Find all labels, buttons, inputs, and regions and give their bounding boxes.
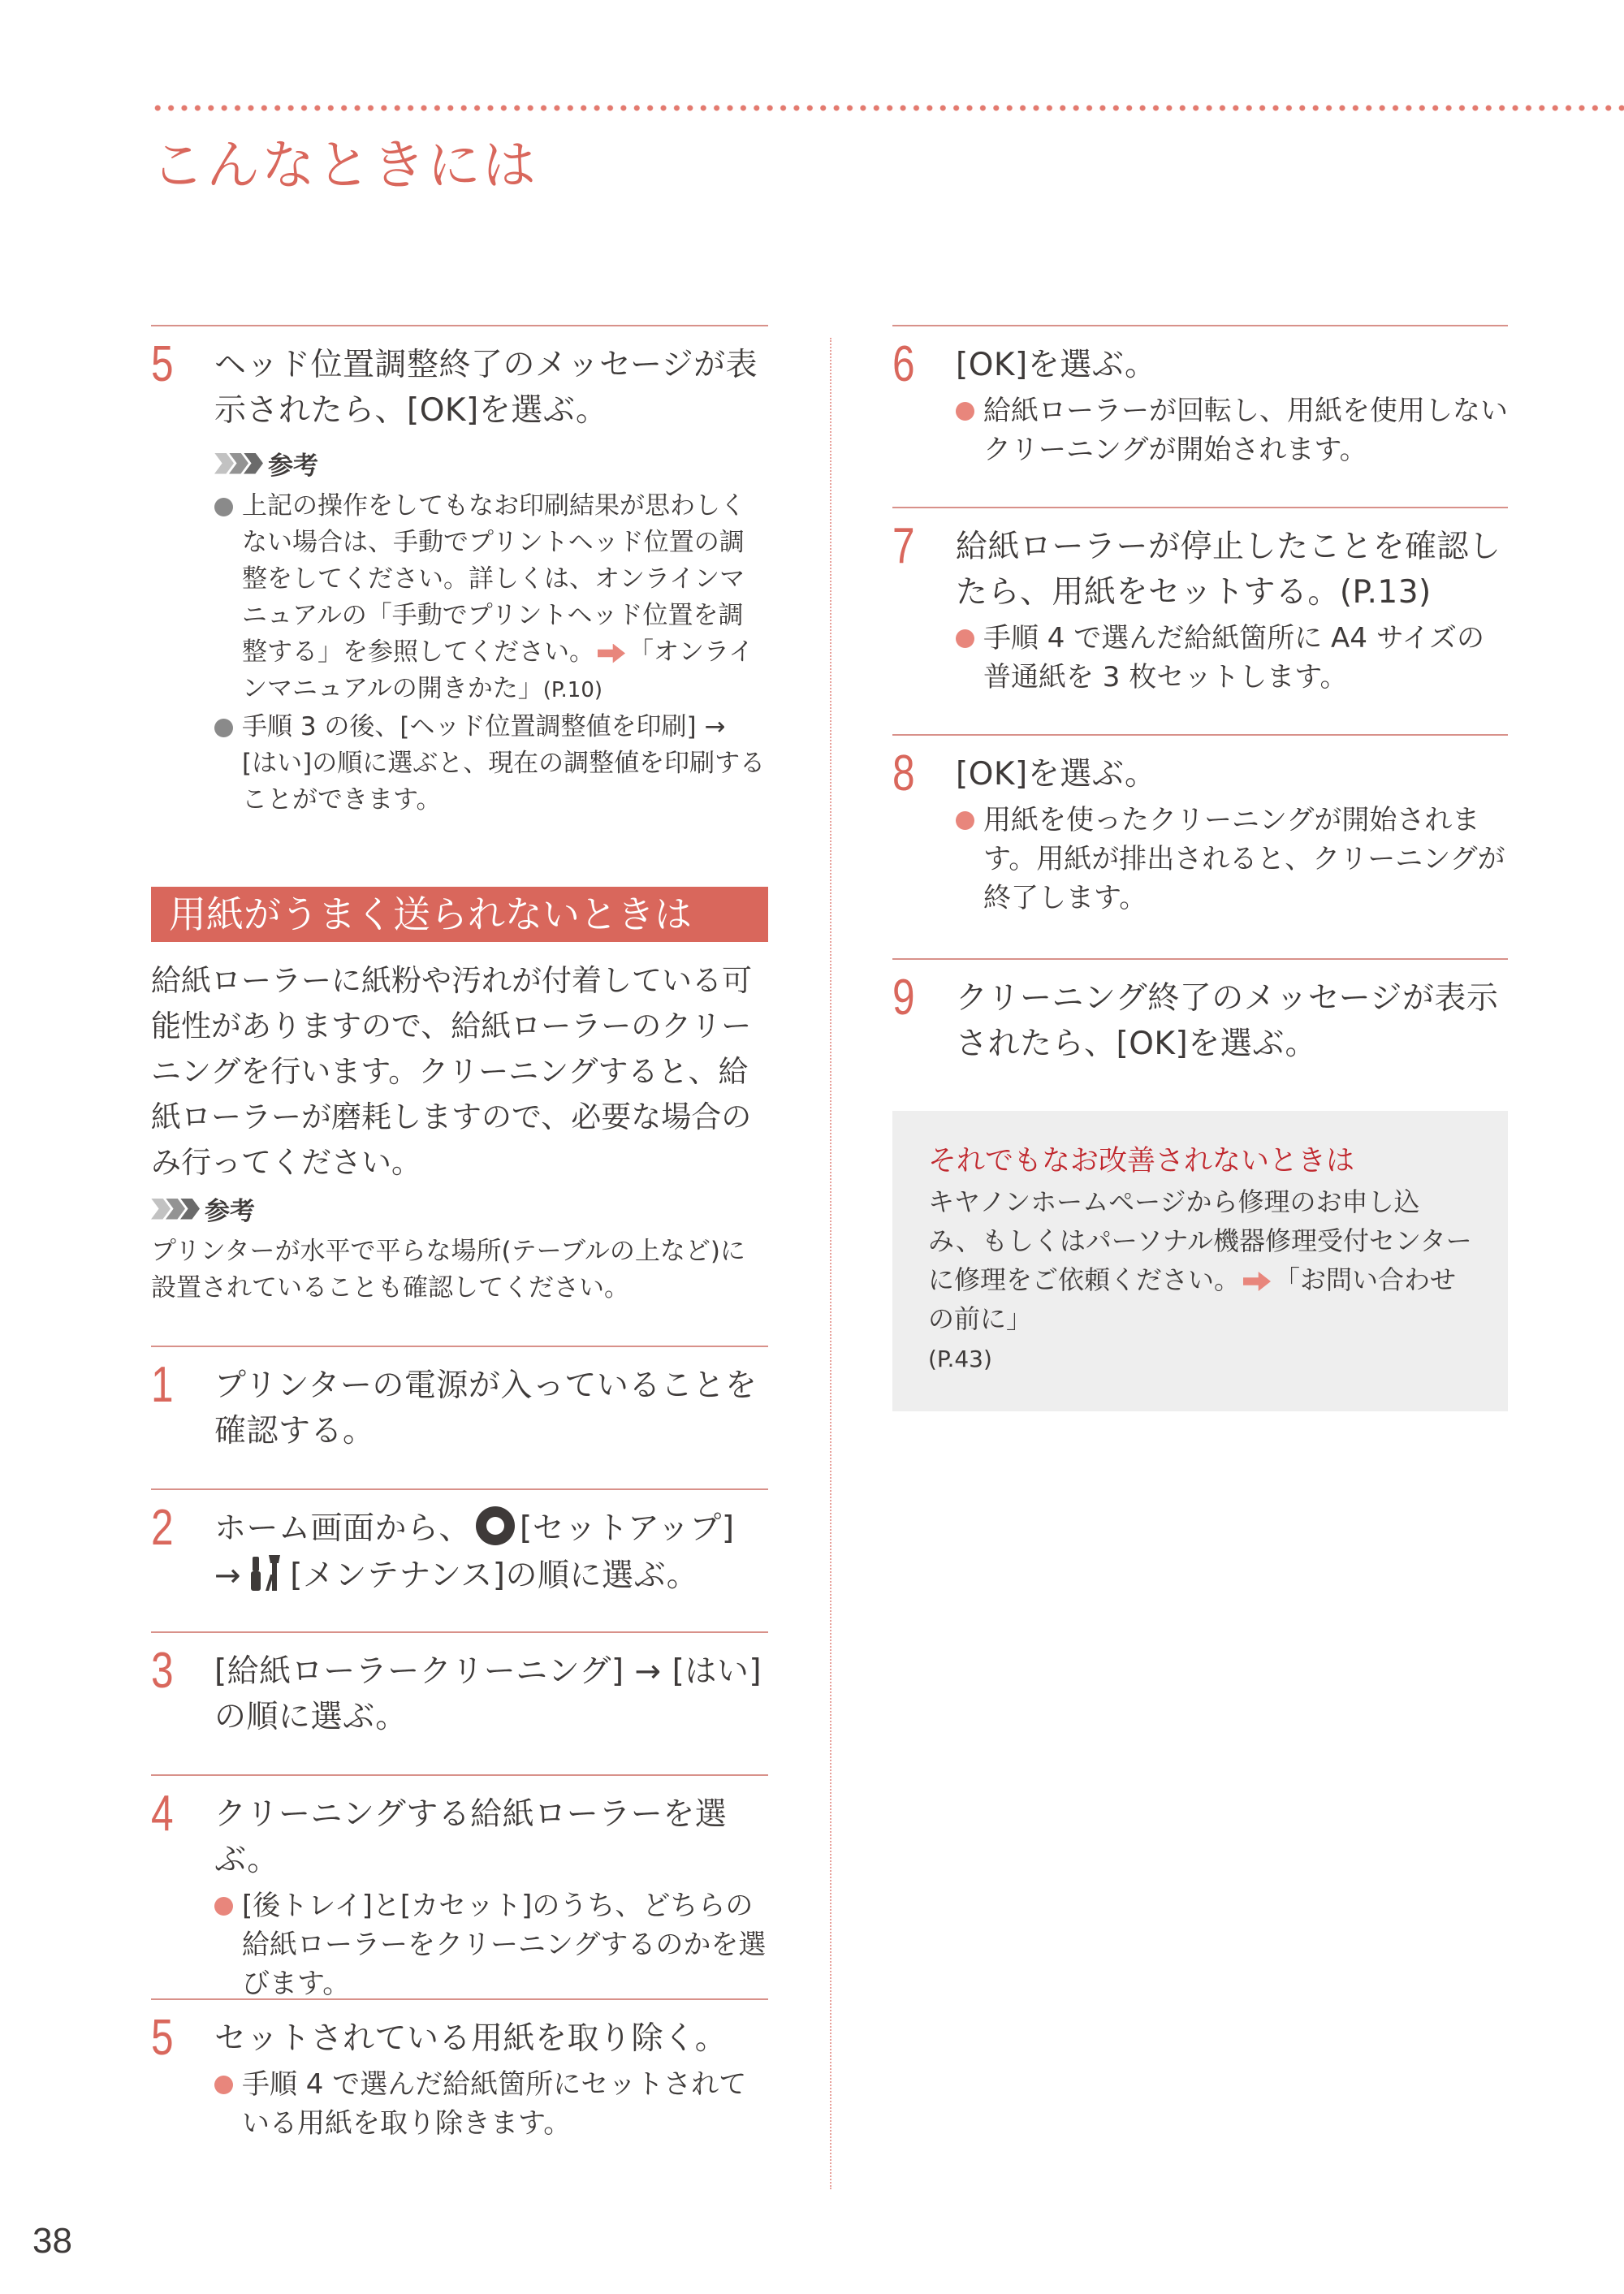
step-number: 9 bbox=[892, 970, 915, 1026]
column-divider bbox=[830, 338, 831, 2189]
contact-link[interactable]: 「お問い合わせの前に」 bbox=[928, 1264, 1457, 1334]
step-bullet: [後トレイ]と[カセット]のうち、どちらの給紙ローラーをクリーニングするのかを選びます。 bbox=[214, 1886, 768, 2003]
reference-note: 上記の操作をしてもなお印刷結果が思わしくない場合は、手動でプリントヘッド位置の調整をしてください。詳しくは、オンラインマニュアルの「手動でプリントヘッド位置を調整する」を参照してください。 「オンラインマニュアルの開きかた」(P.10) bbox=[214, 488, 768, 709]
section-heading: 用紙がうまく送られないときは bbox=[151, 887, 768, 942]
step-title: [OK]を選ぶ。 bbox=[956, 756, 1157, 793]
step-bullet: 手順 4 で選んだ給紙箇所にセットされている用紙を取り除きます。 bbox=[214, 2065, 768, 2143]
step-bullets bbox=[956, 801, 1508, 918]
reference-chevron-icon bbox=[214, 453, 258, 474]
section-intro: 給紙ローラーに紙粉や汚れが付着している可能性がありますので、給紙ローラーのクリーニングを行います。クリーニングすると、給紙ローラーが磨耗しますので、必要な場合のみ行ってください。 bbox=[151, 963, 752, 1180]
step-5-head-alignment bbox=[151, 325, 768, 887]
step-title: [給紙ローラークリーニング] → [はい]の順に選ぶ。 bbox=[214, 1653, 762, 1735]
step-4 bbox=[151, 1774, 768, 1998]
step-bullets bbox=[956, 619, 1508, 697]
step-title: クリーニングする給紙ローラーを選ぶ。 bbox=[214, 1796, 728, 1878]
reference-chevron-icon bbox=[151, 1199, 195, 1220]
gear-icon bbox=[476, 1506, 515, 1545]
step-5-remove-paper bbox=[151, 1998, 768, 2162]
step-number: 7 bbox=[892, 518, 915, 574]
step-title: ヘッド位置調整終了のメッセージが表示されたら、[OK]を選ぶ。 bbox=[214, 347, 758, 429]
reference-block bbox=[214, 445, 768, 819]
step-number: 4 bbox=[151, 1786, 174, 1842]
step-bullet: 給紙ローラーが回転し、用紙を使用しないクリーニングが開始されます。 bbox=[956, 391, 1508, 469]
link-arrow-icon bbox=[598, 644, 625, 663]
step-bullets bbox=[214, 1886, 768, 2003]
step-number: 5 bbox=[151, 336, 174, 392]
page-number: 38 bbox=[32, 2221, 72, 2261]
step-8 bbox=[892, 734, 1508, 958]
step-number: 2 bbox=[151, 1500, 174, 1556]
paper-feed-section bbox=[151, 887, 768, 1307]
step-2 bbox=[151, 1488, 768, 1631]
info-title: それでもなお改善されないときは bbox=[928, 1145, 1355, 1177]
link-arrow-icon bbox=[1243, 1272, 1271, 1291]
step-bullet: 用紙を使ったクリーニングが開始されます。用紙が排出されると、クリーニングが終了します。 bbox=[956, 801, 1508, 918]
step-1 bbox=[151, 1346, 768, 1488]
step-number: 3 bbox=[151, 1643, 174, 1699]
info-body: キヤノンホームページから修理のお申し込み、もしくはパーソナル機器修理受付センターに修理をご依頼ください。 「お問い合わせの前に」 (P.43) bbox=[928, 1186, 1472, 1372]
step-title: ホーム画面から、 [セットアップ] → [メンテナンス]の順に選ぶ。 bbox=[214, 1490, 768, 1599]
step-7 bbox=[892, 507, 1508, 734]
further-help-box bbox=[892, 1111, 1508, 1411]
step-number: 5 bbox=[151, 2010, 174, 2066]
reference-label: 参考 bbox=[205, 1197, 255, 1226]
left-column bbox=[151, 325, 768, 2162]
step-title: クリーニング終了のメッセージが表示されたら、[OK]を選ぶ。 bbox=[956, 980, 1499, 1062]
reference-heading bbox=[151, 1190, 768, 1227]
page-title: こんなときには bbox=[151, 134, 538, 197]
step-title: プリンターの電源が入っていることを確認する。 bbox=[214, 1367, 758, 1449]
right-column bbox=[892, 325, 1508, 1411]
reference-note: 手順 3 の後、[ヘッド位置調整値を印刷] → [はい]の順に選ぶと、現在の調整値を印刷することができます。 bbox=[214, 709, 768, 819]
page-reference: (P.43) bbox=[928, 1346, 992, 1372]
reference-text: プリンターが水平で平らな場所(テーブルの上など)に設置されていることも確認してください。 bbox=[151, 1237, 745, 1303]
reference-label: 参考 bbox=[268, 451, 318, 481]
step-number: 6 bbox=[892, 336, 915, 392]
step-6 bbox=[892, 325, 1508, 507]
step-bullets bbox=[956, 391, 1508, 469]
step-title: 給紙ローラーが停止したことを確認したら、用紙をセットする。(P.13) bbox=[956, 529, 1501, 611]
wrench-screwdriver-icon bbox=[244, 1552, 287, 1594]
step-bullets bbox=[214, 2065, 768, 2143]
page-reference: (P.10) bbox=[542, 678, 603, 702]
step-number: 8 bbox=[892, 745, 915, 801]
reference-notes bbox=[214, 488, 768, 819]
reference-heading bbox=[214, 445, 768, 482]
manual-link[interactable]: 「オンラインマニュアルの開きかた」 bbox=[242, 637, 754, 703]
step-bullet: 手順 4 で選んだ給紙箇所に A4 サイズの普通紙を 3 枚セットします。 bbox=[956, 619, 1508, 697]
step-title: セットされている用紙を取り除く。 bbox=[214, 2020, 728, 2057]
step-title: [OK]を選ぶ。 bbox=[956, 347, 1157, 383]
step-9 bbox=[892, 958, 1508, 1111]
step-number: 1 bbox=[151, 1357, 174, 1413]
step-3 bbox=[151, 1631, 768, 1774]
title-dotted-rule bbox=[151, 104, 1624, 112]
